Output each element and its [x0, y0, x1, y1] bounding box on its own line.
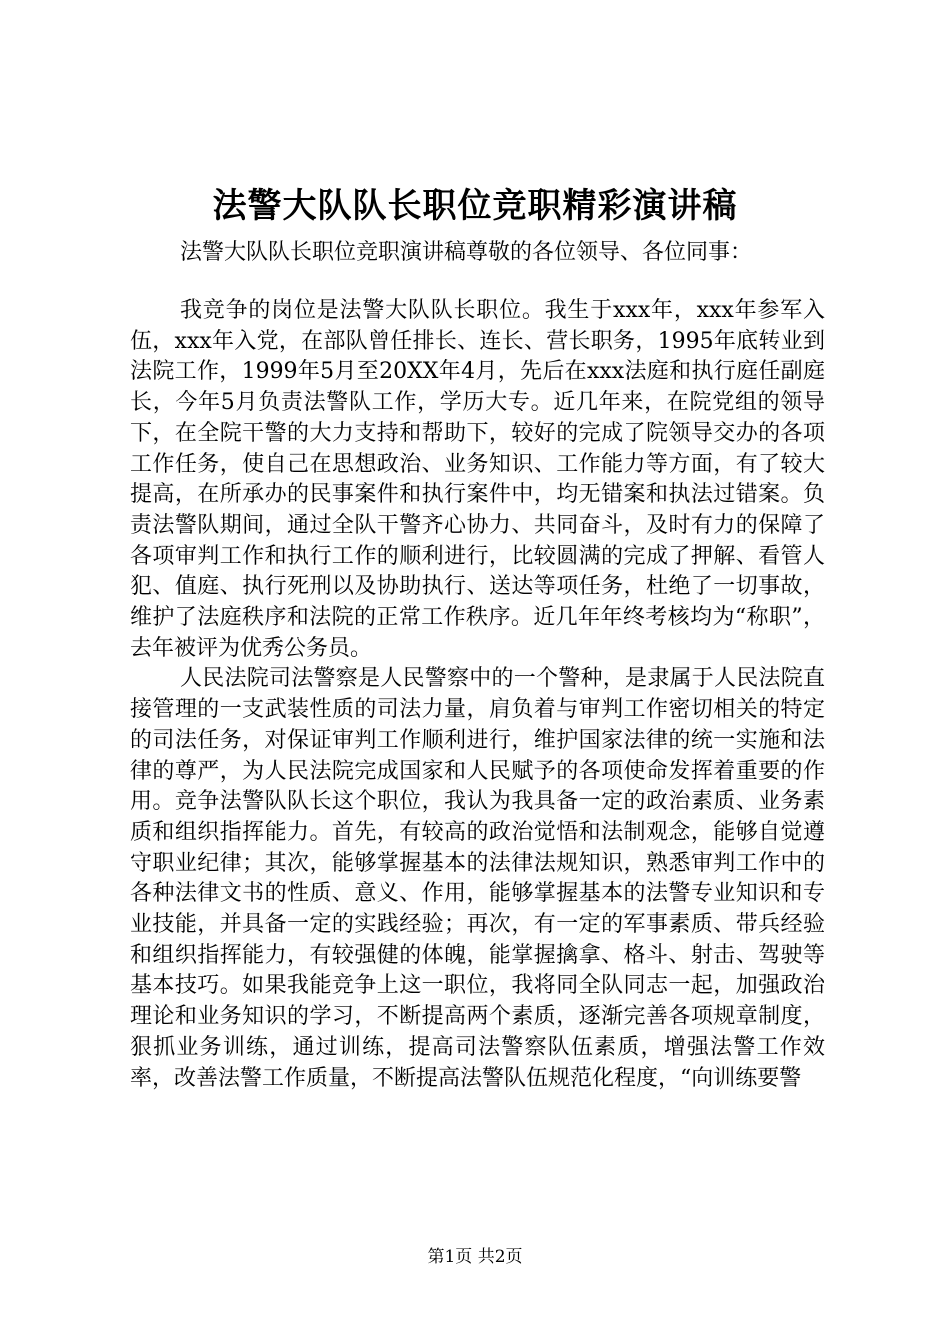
document-title: 法警大队队长职位竞职精彩演讲稿	[212, 186, 738, 226]
body-paragraph-2: 人民法院司法警察是人民警察中的一个警种，是隶属于人民法院直接管理的一支武装性质的司法力量，肩负着与审判工作密切相关的特定的司法任务，对保证审判工作顺利进行，维护国家法律的统一实施和法律的尊严，为人民法院完成国家和人民赋予的各项使命发挥着重要的作用。竞争法警队队长这个职位，我认为我具备一定的政治素质、业务素质和组织指挥能力。首先，有较高的政治觉悟和法制观念，能够自觉遵守职业纪律；其次，能够掌握基本的法律法规知识，熟悉审判工作中的各种法律文书的性质、意义、作用，能够掌握基本的法警专业知识和专业技能，并具备一定的实践经验；再次，有一定的军事素质、带兵经验和组织指挥能力，有较强健的体魄，能掌握擒拿、格斗、射击、驾驶等基本技巧。如果我能竞争上这一职位，我将同全队同志一起，加强政治理论和业务知识的学习，不断提高两个素质，逐渐完善各项规章制度，狠抓业务训练，通过训练，提高司法警察队伍素质，增强法警工作效率，改善法警工作质量，不断提高法警队伍规范化程度，“向训练要警	[130, 666, 825, 1091]
page-footer: 第1页 共2页	[427, 1247, 523, 1267]
body-paragraph-1: 我竞争的岗位是法警大队队长职位。我生于xxx年，xxx年参军入伍，xxx年入党，在部队曾任排长、连长、营长职务，1995年底转业到法院工作，1999年5月至20XX年4月，先后在xxx法庭和执行庭任副庭长，今年5月负责法警队工作，学历大专。近几年来，在院党组的领导下，在全院干警的大力支持和帮助下，较好的完成了院领导交办的各项工作任务，使自己在思想政治、业务知识、工作能力等方面，有了较大提高，在所承办的民事案件和执行案件中，均无错案和执法过错案。负责法警队期间，通过全队干警齐心协力、共同奋斗，及时有力的保障了各项审判工作和执行工作的顺利进行，比较圆满的完成了押解、看管人犯、值庭、执行死刑以及协助执行、送达等项任务，杜绝了一切事故，维护了法庭秩序和法院的正常工作秩序。近几年年终考核均为“称职”，去年被评为优秀公务员。	[130, 298, 825, 661]
document-subtitle: 法警大队队长职位竞职演讲稿尊敬的各位领导、各位同事：	[180, 240, 753, 265]
document-body	[130, 296, 825, 1094]
